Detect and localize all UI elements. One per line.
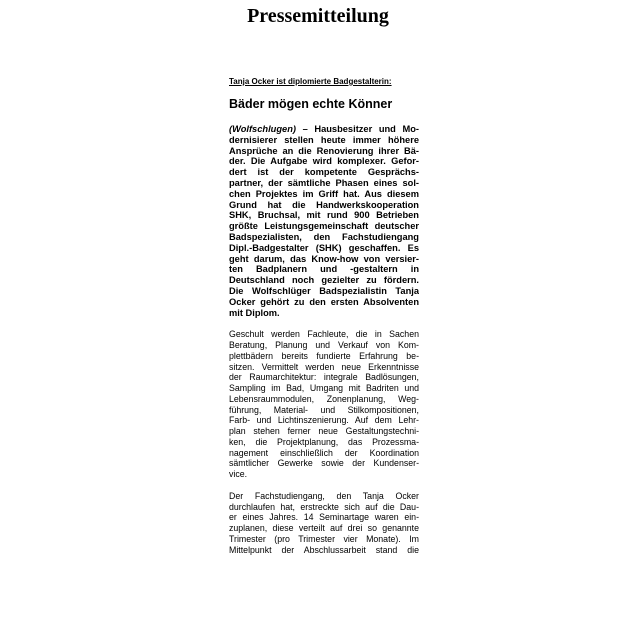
lead-line: SHK, Bruchsal, mit rund 900 Betrieben <box>229 210 419 221</box>
lead-line <box>229 124 419 135</box>
lead-paragraph <box>229 124 419 318</box>
body-line: durchlaufen hat, erstreckte sich auf die Dau- <box>229 501 419 512</box>
lead-line: Badspezialisten, den Fachstudiengang <box>229 231 419 242</box>
lead-line: dert ist der kompetente Gesprächs- <box>229 167 419 178</box>
body-line: führung, Material- und Stilkompositionen, <box>229 404 419 415</box>
lead-line: chen Projektes im Griff hat. Aus diesem <box>229 188 419 199</box>
body-line: Geschult werden Fachleute, die in Sachen <box>229 329 419 340</box>
body-line: Der Fachstudiengang, den Tanja Ocker <box>229 490 419 501</box>
body-line: Sampling im Bad, Umgang mit Badriten und <box>229 383 419 394</box>
lead-line: Die Wolfschlüger Badspezialistin Tanja <box>229 285 419 296</box>
lead-line: Grund hat die Handwerkskooperation <box>229 199 419 210</box>
body-line: Beratung, Planung und Verkauf von Kom- <box>229 340 419 351</box>
body-line: sämtlicher Gewerke sowie der Kundenser- <box>229 458 419 469</box>
body-line: Lebensraummodulen, Zonenplanung, Weg- <box>229 393 419 404</box>
lead-line: Ocker gehört zu den ersten Absolventen <box>229 296 419 307</box>
lead-line: partner, der sämtliche Phasen eines sol- <box>229 177 419 188</box>
headline: Bäder mögen echte Könner <box>229 97 393 111</box>
lead-line: dernisierer stellen heute immer höhere <box>229 134 419 145</box>
body-line: Trimester (pro Trimester vier Monate). Im <box>229 533 419 544</box>
lead-line: der. Die Aufgabe wird komplexer. Gefor- <box>229 156 419 167</box>
body-line: plan stehen ferner neue Gestaltungstechni- <box>229 426 419 437</box>
lead-line: Ansprüche an die Renovierung ihrer Bä- <box>229 145 419 156</box>
page-title: Pressemitteilung <box>247 5 389 27</box>
lead-line: Dipl.-Badgestalter (SHK) geschaffen. Es <box>229 242 419 253</box>
kicker: Tanja Ocker ist diplomierte Badgestalterin: <box>229 77 392 86</box>
body-line: Mittelpunkt der Abschlussarbeit stand die <box>229 544 419 555</box>
body-line: ken, die Projektplanung, das Prozessma- <box>229 436 419 447</box>
lead-line: ten Badplanern und -gestaltern in <box>229 264 419 275</box>
body-line: sitzen. Vermittelt werden neue Erkenntnisse <box>229 361 419 372</box>
body-line: plettbädern bereits fundierte Erfahrung be- <box>229 350 419 361</box>
lead-line: größte Leistungsgemeinschaft deutscher <box>229 221 419 232</box>
body-paragraph-3 <box>229 491 419 556</box>
body-line: Farb- und Lichtinszenierung. Auf dem Lehr- <box>229 415 419 426</box>
body-line: zuplanen, diese verteilt auf drei so genannte <box>229 523 419 534</box>
press-release-column <box>229 77 419 566</box>
lead-line: Deutschland noch gezielter zu fördern. <box>229 275 419 286</box>
body-line: vice. <box>229 469 248 480</box>
body-paragraph-2 <box>229 329 419 480</box>
body-line: nagement einschließlich der Koordination <box>229 447 419 458</box>
body-line: der Raumarchitektur: integrale Badlösungen, <box>229 372 419 383</box>
lead-first-line-rest: – Hausbesitzer und Mo- <box>295 124 419 134</box>
lead-line: geht darum, das Know-how von versier- <box>229 253 419 264</box>
lead-line: mit Diplom. <box>229 307 280 318</box>
dateline: (Wolfschlugen) <box>229 124 296 134</box>
body-line: er eines Jahres. 14 Seminartage waren ein- <box>229 512 419 523</box>
